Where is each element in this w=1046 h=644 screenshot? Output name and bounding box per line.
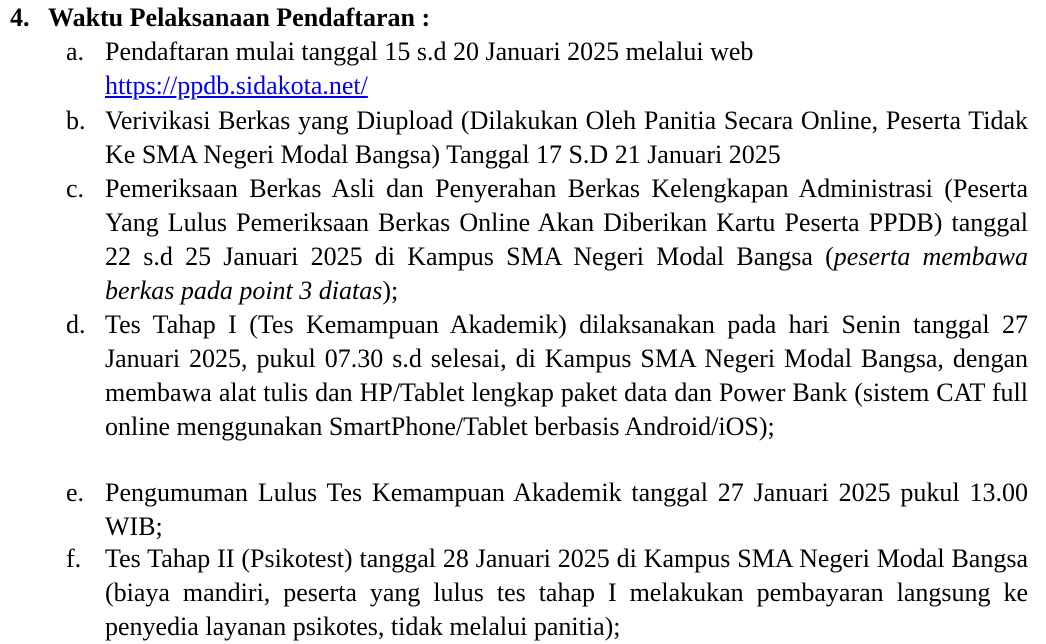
item-text xyxy=(105,172,1028,308)
item-text: Tes Tahap II (Psikotest) tanggal 28 Januari 2025 di Kampus SMA Negeri Modal Bangsa (biaya mandiri, peserta yang lulus tes tahap I melakukan pembayaran langsung ke penyedia layanan psikotes, tidak melalui panitia); xyxy=(105,544,1028,641)
registration-link[interactable]: https://ppdb.sidakota.net/ xyxy=(105,71,368,100)
item-text: Tes Tahap I (Tes Kemampuan Akademik) dilaksanakan pada hari Senin tanggal 27 Januari 2025, pukul 07.30 s.d selesai, di Kampus SMA Negeri Modal Bangsa, dengan membawa alat tulis dan HP/Tablet lengkap paket data dan Power Bank (sistem CAT full online menggunakan SmartPhone/Tablet berbasis Android/iOS); xyxy=(105,310,1028,441)
list-item xyxy=(66,476,1028,544)
item-text: Pengumuman Lulus Tes Kemampuan Akademik tanggal 27 Januari 2025 pukul 13.00 WIB; xyxy=(105,478,1028,541)
item-italic-note: peserta membawa berkas pada point 3 diatas xyxy=(105,242,1028,305)
item-letter: d. xyxy=(66,310,86,339)
item-letter: f. xyxy=(66,544,82,573)
section-title: Waktu Pelaksanaan Pendaftaran : xyxy=(48,3,431,32)
item-text: Verivikasi Berkas yang Diupload (Dilakukan Oleh Panitia Secara Online, Peserta Tidak Ke SMA Negeri Modal Bangsa) Tanggal 17 S.D 21 Januari 2025 xyxy=(105,106,1028,169)
section-heading xyxy=(10,1,430,35)
section-number: 4. xyxy=(10,3,30,32)
paren-close: ); xyxy=(382,276,399,305)
list-item xyxy=(66,542,1028,644)
paren-open: ( xyxy=(825,242,834,271)
item-text-body: Pendaftaran mulai tanggal 15 s.d 20 Januari 2025 melalui web xyxy=(105,37,754,66)
list-item xyxy=(66,172,1028,308)
item-letter: a. xyxy=(66,37,85,66)
list-item xyxy=(66,104,1028,172)
item-letter: e. xyxy=(66,478,85,507)
list-item xyxy=(66,308,1028,444)
item-letter: b. xyxy=(66,106,86,135)
item-text-body: Pemeriksaan Berkas Asli dan Penyerahan Berkas Kelengkapan Administrasi (Peserta Yang Lulus Pemeriksaan Berkas Online Akan Diberikan Kartu Peserta PPDB) tanggal 22 s.d 25 Januari 2025 di Kampus SMA Negeri Modal Bangsa xyxy=(105,174,1028,271)
item-letter: c. xyxy=(66,174,85,203)
item-text xyxy=(105,35,1028,103)
list-item xyxy=(66,35,1028,103)
